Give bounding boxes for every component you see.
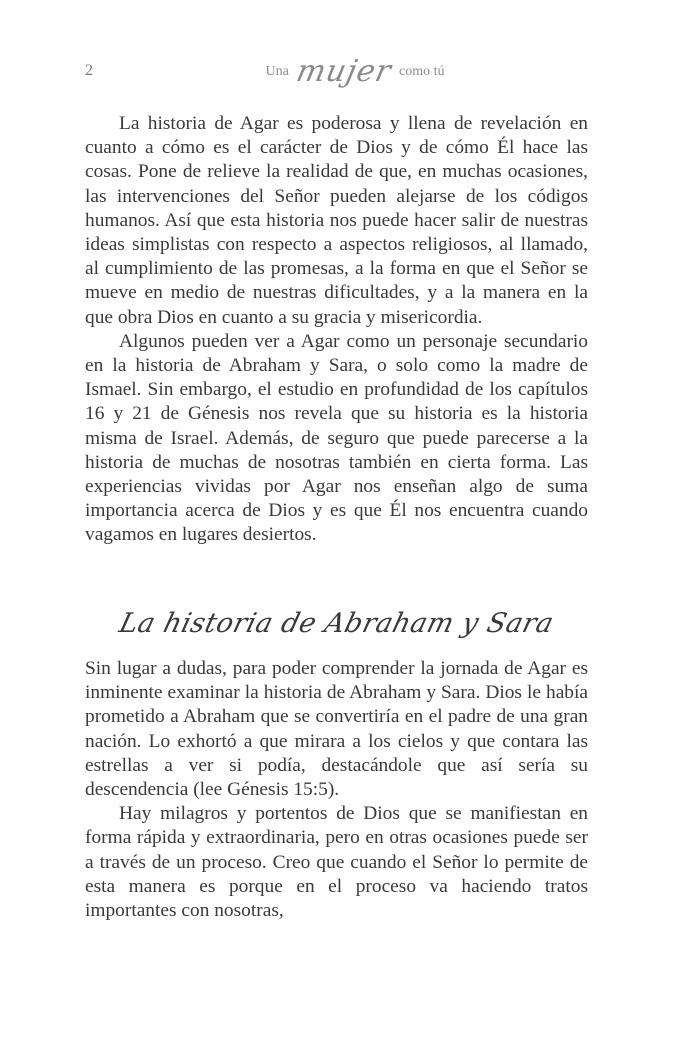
running-title — [235, 54, 475, 89]
section-heading-text: La historia de Abraham y Sara — [116, 608, 557, 639]
page-header — [85, 54, 588, 94]
text-block-intro — [85, 112, 588, 548]
running-title-prefix: Una — [265, 64, 289, 79]
section-heading — [85, 608, 588, 639]
text-block-abraham-sara — [85, 657, 588, 923]
paragraph: Hay milagros y portentos de Dios que se manifiestan en forma rápida y extraordinaria, pero en otras ocasiones puede ser a través de un proceso. Creo que cuando el Señor lo permite de esta manera es porque en el proceso va haciendo tratos importantes con nosotras, — [85, 803, 588, 922]
paragraph: Algunos pueden ver a Agar como un personaje secundario en la historia de Abraham y Sara, o solo como la madre de Ismael. Sin embargo, el estudio en profundidad de los capítulos 16 y 21 de Génesis nos revela que su historia es la historia misma de Israel. Además, de seguro que puede parecerse a la historia de muchas de nosotras también en cierta forma. Las experiencias vividas por Agar nos enseñan algo de suma importancia acerca de Dios y es que Él nos encuentra cuando vagamos en lugares desiertos. — [85, 330, 588, 546]
paragraph: La historia de Agar es poderosa y llena de revelación en cuanto a cómo es el carácter de Dios y de cómo Él hace las cosas. Pone de relieve la realidad de que, en muchas ocasiones, las intervenciones del Señor pueden alejarse de los códigos humanos. Así que esta historia nos puede hacer salir de nuestras ideas simplistas con respecto a aspectos religiosos, al llamado, al cumplimiento de las promesas, a la forma en que el Señor se mueve en medio de nuestras dificultades, y a la manera en la que obra Dios en cuanto a su gracia y misericordia. — [85, 113, 588, 328]
running-title-script-word: mujer — [293, 54, 395, 89]
page-number: 2 — [85, 62, 93, 79]
running-title-suffix: como tú — [399, 64, 445, 79]
paragraph: Sin lugar a dudas, para poder comprender la jornada de Agar es inminente examinar la historia de Abraham y Sara. Dios le había prometido a Abraham que se convertiría en el padre de una gran nación. Lo exhortó a que mirara a los cielos y que contara las estrellas a ver si podía, destacándole que así sería su descendencia (lee Génesis 15:5). — [85, 658, 588, 801]
